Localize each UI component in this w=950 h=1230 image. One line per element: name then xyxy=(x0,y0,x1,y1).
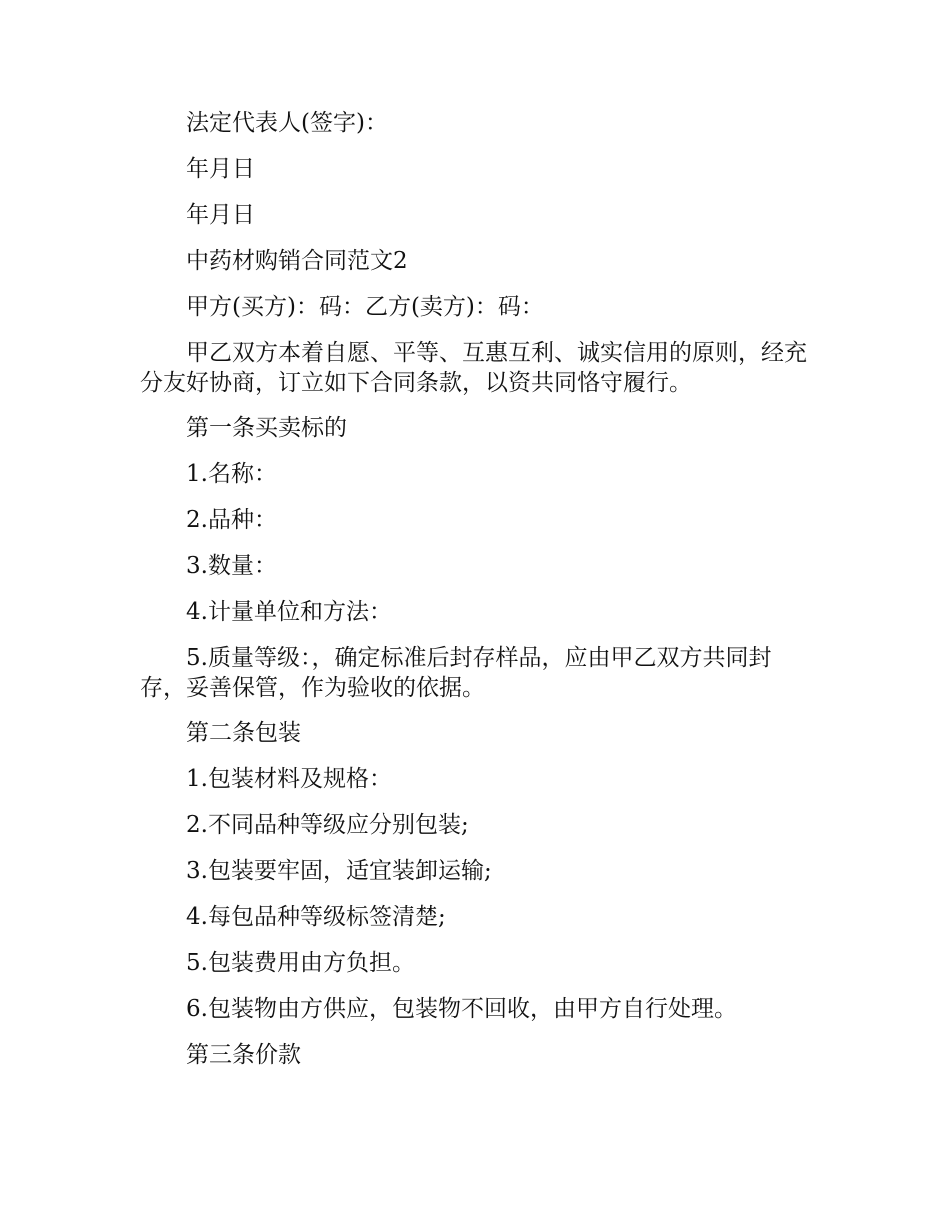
clause-item: 6.包装物由方供应，包装物不回收，由甲方自行处理。 xyxy=(186,996,737,1022)
clause-item: 2.品种： xyxy=(186,507,277,533)
clause-item: 3.数量： xyxy=(186,553,277,579)
clause-item: 5.质量等级：，确定标准后封存样品，应由甲乙双方共同封存，妥善保管，作为验收的依据。 xyxy=(140,645,772,701)
clause-item: 5.包装费用由方负担。 xyxy=(186,950,415,976)
date-line: 年月日 xyxy=(186,156,255,182)
clause-item: 4.计量单位和方法： xyxy=(186,599,392,625)
section-heading: 第一条买卖标的 xyxy=(186,415,347,441)
parties-line: 甲方(买方)：码：乙方(卖方)：码： xyxy=(186,294,544,320)
section-heading: 第二条包装 xyxy=(186,720,301,746)
document-title: 中药材购销合同范文2 xyxy=(186,248,408,274)
signature-line: 法定代表人(签字)： xyxy=(186,110,388,136)
date-line: 年月日 xyxy=(186,202,255,228)
document-body xyxy=(140,108,810,1086)
clause-item: 1.名称： xyxy=(186,461,277,487)
section-heading: 第三条价款 xyxy=(186,1042,301,1068)
clause-item: 3.包装要牢固，适宜装卸运输; xyxy=(186,858,492,884)
preamble-paragraph: 甲乙双方本着自愿、平等、互惠互利、诚实信用的原则，经充分友好协商，订立如下合同条款，以资共同恪守履行。 xyxy=(140,340,807,396)
clause-item: 1.包装材料及规格： xyxy=(186,766,392,792)
clause-item: 2.不同品种等级应分别包装; xyxy=(186,812,469,838)
clause-item: 4.每包品种等级标签清楚; xyxy=(186,904,446,930)
